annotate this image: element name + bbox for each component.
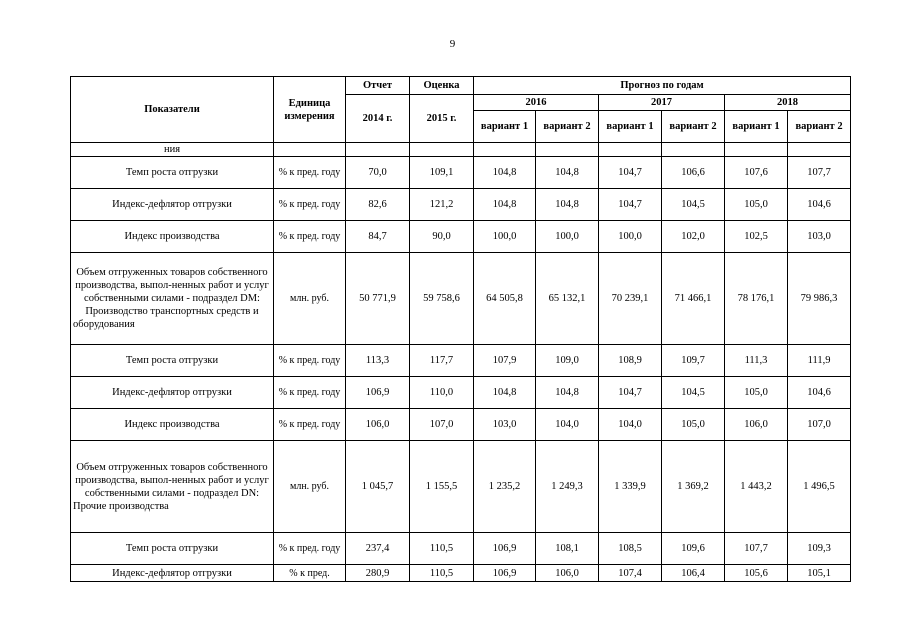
- value-cell: 105,1: [788, 565, 851, 582]
- indicator-label: Индекс-дефлятор отгрузки: [71, 377, 274, 409]
- indicator-label: Индекс-дефлятор отгрузки: [71, 565, 274, 582]
- value-cell: 64 505,8: [474, 253, 536, 345]
- value-cell: 65 132,1: [536, 253, 599, 345]
- header-unit: Единица измерения: [274, 77, 346, 143]
- value-cell: 107,4: [599, 565, 662, 582]
- value-cell: 1 045,7: [346, 441, 410, 533]
- value-cell: 70 239,1: [599, 253, 662, 345]
- value-cell: 104,0: [599, 409, 662, 441]
- value-cell: 110,5: [410, 565, 474, 582]
- value-cell: 90,0: [410, 221, 474, 253]
- section-fragment: ния: [71, 143, 274, 157]
- value-cell: 78 176,1: [725, 253, 788, 345]
- value-cell: 1 496,5: [788, 441, 851, 533]
- value-cell: 280,9: [346, 565, 410, 582]
- value-cell: 107,9: [474, 345, 536, 377]
- value-cell: 100,0: [536, 221, 599, 253]
- indicator-label: Индекс-дефлятор отгрузки: [71, 189, 274, 221]
- value-cell: 102,5: [725, 221, 788, 253]
- value-cell: 104,7: [599, 377, 662, 409]
- value-cell: 104,8: [474, 157, 536, 189]
- unit-cell: % к пред. году: [274, 409, 346, 441]
- table-row: [71, 441, 851, 533]
- value-cell: 71 466,1: [662, 253, 725, 345]
- value-cell: 106,9: [474, 533, 536, 565]
- indicator-label: Индекс производства: [71, 409, 274, 441]
- indicator-label: Темп роста отгрузки: [71, 533, 274, 565]
- table-row: [71, 533, 851, 565]
- value-cell: 1 443,2: [725, 441, 788, 533]
- value-cell: 110,5: [410, 533, 474, 565]
- indicator-label: Темп роста отгрузки: [71, 157, 274, 189]
- value-cell: 110,0: [410, 377, 474, 409]
- value-cell: 104,0: [536, 409, 599, 441]
- value-cell: 237,4: [346, 533, 410, 565]
- value-cell: 109,1: [410, 157, 474, 189]
- value-cell: 113,3: [346, 345, 410, 377]
- header-variant: вариант 1: [725, 111, 788, 143]
- header-report-year: 2014 г.: [346, 95, 410, 143]
- value-cell: 111,3: [725, 345, 788, 377]
- value-cell: 111,9: [788, 345, 851, 377]
- unit-cell: % к пред. году: [274, 157, 346, 189]
- value-cell: 107,7: [725, 533, 788, 565]
- value-cell: 121,2: [410, 189, 474, 221]
- value-cell: 108,5: [599, 533, 662, 565]
- header-variant: вариант 2: [536, 111, 599, 143]
- unit-cell: % к пред. году: [274, 345, 346, 377]
- value-cell: 104,8: [474, 377, 536, 409]
- value-cell: 107,7: [788, 157, 851, 189]
- value-cell: 104,7: [599, 157, 662, 189]
- value-cell: 1 339,9: [599, 441, 662, 533]
- value-cell: 106,9: [346, 377, 410, 409]
- value-cell: 50 771,9: [346, 253, 410, 345]
- table-row: [71, 409, 851, 441]
- value-cell: 1 249,3: [536, 441, 599, 533]
- value-cell: 105,0: [725, 189, 788, 221]
- table-row: [71, 189, 851, 221]
- value-cell: 109,3: [788, 533, 851, 565]
- table-row: [71, 253, 851, 345]
- value-cell: 106,0: [346, 409, 410, 441]
- header-indicators: Показатели: [71, 77, 274, 143]
- header-forecast: Прогноз по годам: [474, 77, 851, 95]
- unit-cell: млн. руб.: [274, 253, 346, 345]
- unit-cell: млн. руб.: [274, 441, 346, 533]
- forecast-table: [70, 76, 851, 582]
- header-year-2018: 2018: [725, 95, 851, 111]
- value-cell: 109,0: [536, 345, 599, 377]
- value-cell: 103,0: [474, 409, 536, 441]
- table-row: [71, 565, 851, 582]
- header-estimate-year: 2015 г.: [410, 95, 474, 143]
- table-row: [71, 221, 851, 253]
- value-cell: 108,9: [599, 345, 662, 377]
- value-cell: 104,7: [599, 189, 662, 221]
- value-cell: 107,0: [788, 409, 851, 441]
- value-cell: 109,7: [662, 345, 725, 377]
- value-cell: 82,6: [346, 189, 410, 221]
- value-cell: 104,8: [536, 377, 599, 409]
- unit-cell: % к пред. году: [274, 189, 346, 221]
- header-year-2016: 2016: [474, 95, 599, 111]
- indicator-label: Индекс производства: [71, 221, 274, 253]
- unit-cell: % к пред. году: [274, 533, 346, 565]
- indicator-label: Темп роста отгрузки: [71, 345, 274, 377]
- value-cell: 105,0: [725, 377, 788, 409]
- indicator-label: Объем отгруженных товаров собственного производства, выпол-ненных работ и услуг собственными силами - подраздел DM: Производство транспортных средств и оборудования: [71, 253, 274, 345]
- table-row: [71, 157, 851, 189]
- value-cell: 104,8: [474, 189, 536, 221]
- value-cell: 103,0: [788, 221, 851, 253]
- value-cell: 84,7: [346, 221, 410, 253]
- value-cell: 108,1: [536, 533, 599, 565]
- value-cell: 104,8: [536, 157, 599, 189]
- value-cell: 1 155,5: [410, 441, 474, 533]
- value-cell: 105,0: [662, 409, 725, 441]
- value-cell: 105,6: [725, 565, 788, 582]
- value-cell: 104,6: [788, 189, 851, 221]
- value-cell: 102,0: [662, 221, 725, 253]
- table-row: [71, 345, 851, 377]
- value-cell: 59 758,6: [410, 253, 474, 345]
- value-cell: 104,6: [788, 377, 851, 409]
- header-variant: вариант 1: [474, 111, 536, 143]
- header-variant: вариант 2: [788, 111, 851, 143]
- value-cell: 107,0: [410, 409, 474, 441]
- value-cell: 100,0: [474, 221, 536, 253]
- value-cell: 106,4: [662, 565, 725, 582]
- value-cell: 106,6: [662, 157, 725, 189]
- indicator-label: Объем отгруженных товаров собственного производства, выпол-ненных работ и услуг собственными силами - подраздел DN: Прочие производства: [71, 441, 274, 533]
- header-variant: вариант 1: [599, 111, 662, 143]
- unit-cell: % к пред. году: [274, 377, 346, 409]
- header-variant: вариант 2: [662, 111, 725, 143]
- table-row: [71, 377, 851, 409]
- unit-cell: % к пред. году: [274, 221, 346, 253]
- unit-cell: % к пред.: [274, 565, 346, 582]
- page-number: 9: [449, 38, 456, 50]
- header-year-2017: 2017: [599, 95, 725, 111]
- value-cell: 100,0: [599, 221, 662, 253]
- section-row: [71, 143, 851, 157]
- header-report: Отчет: [346, 77, 410, 95]
- value-cell: 1 369,2: [662, 441, 725, 533]
- value-cell: 1 235,2: [474, 441, 536, 533]
- value-cell: 106,9: [474, 565, 536, 582]
- value-cell: 79 986,3: [788, 253, 851, 345]
- value-cell: 104,8: [536, 189, 599, 221]
- header-estimate: Оценка: [410, 77, 474, 95]
- value-cell: 117,7: [410, 345, 474, 377]
- value-cell: 107,6: [725, 157, 788, 189]
- value-cell: 106,0: [536, 565, 599, 582]
- value-cell: 106,0: [725, 409, 788, 441]
- value-cell: 104,5: [662, 377, 725, 409]
- value-cell: 109,6: [662, 533, 725, 565]
- value-cell: 104,5: [662, 189, 725, 221]
- value-cell: 70,0: [346, 157, 410, 189]
